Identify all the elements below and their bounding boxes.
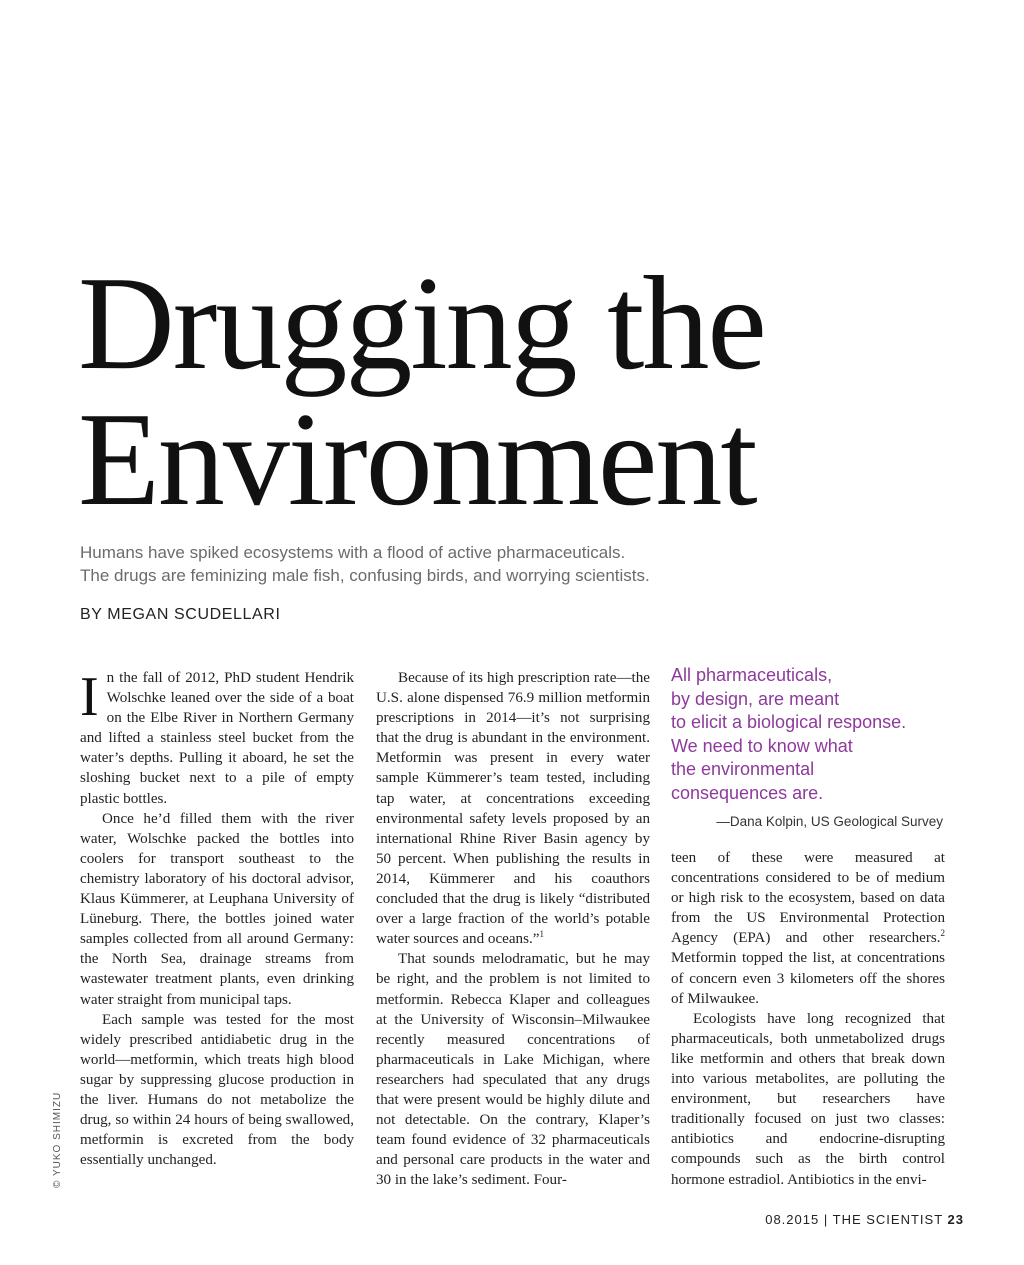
byline: BY MEGAN SCUDELLARI: [80, 606, 281, 623]
body-column-2: [376, 668, 650, 1190]
page-number: 23: [947, 1212, 964, 1227]
body-column-1: [80, 668, 354, 1170]
article-deck: [80, 541, 840, 587]
title-line-2: Environment: [78, 385, 756, 533]
paragraph: Ecologists have long recognized that pharmaceuticals, both unmetabolized drugs like metformin and others that break down into various metabolites, are polluting the environment, but researchers have traditionally focused on just two classes: antibiotics and endocrine-disrupting compounds such as the birth control hormone estradiol. Antibiotics in the envi-: [671, 1010, 945, 1188]
pull-quote-line: to elicit a biological response.: [671, 712, 907, 732]
pull-quote-line: All pharmaceuticals,: [671, 665, 833, 685]
page-folio: [765, 1212, 964, 1227]
paragraph: [671, 848, 945, 1009]
paragraph: Each sample was tested for the most widely prescribed antidiabetic drug in the world—metformin, which treats high blood sugar by suppressing glucose production in the liver. Humans do not metabolize the drug, so within 24 hours of being swallowed, metformin is excreted from the body essentially unchanged.: [80, 1011, 354, 1169]
illustration-credit: © YUKO SHIMIZU: [52, 1091, 63, 1188]
title-line-1: Drugging the: [78, 249, 765, 397]
article-title: [78, 249, 978, 533]
pull-quote-line: by design, are meant: [671, 688, 840, 709]
reference-marker: 1: [539, 929, 544, 940]
pull-quote-attribution: —Dana Kolpin, US Geological Survey: [716, 814, 943, 829]
pull-quote: [671, 664, 961, 805]
pull-quote-line: the environmental: [671, 759, 815, 779]
paragraph-text: Because of its high prescription rate—the U.S. alone dispensed 76.9 million metformin prescriptions in 2014—it’s not surprising that the drug is abundant in the environment. Metformin was present in every water sample Kümmerer’s team tested, including tap water, at concentrations exceeding environmental safety levels proposed by an international Rhine River Basin agency by 50 percent. When publishing the results in 2014, Kümmerer and his coauthors concluded that the drug is likely “distributed over a large fraction of the world’s potable water sources and oceans.”: [376, 670, 650, 948]
pull-quote-line: We need to know what: [671, 735, 853, 756]
pull-quote-line: consequences are.: [671, 782, 824, 803]
drop-cap: I: [80, 666, 99, 728]
paragraph-text: teen of these were measured at concentrations considered to be of medium or high risk to the ecosystem, based on data from the US Environmental Protection Agency (EPA) and other researchers.: [671, 850, 945, 947]
reference-marker: 2: [940, 928, 945, 939]
deck-line-1: Humans have spiked ecosystems with a flood of active pharmaceuticals.: [80, 543, 626, 562]
paragraph-text: Metformin topped the list, at concentrations of concern even 3 kilometers off the shores of Milwaukee.: [671, 950, 945, 1007]
paragraph: Once he’d filled them with the river water, Wolschke packed the bottles into coolers for transport southeast to the chemistry laboratory of his doctoral advisor, Klaus Kümmerer, at Leuphana University of Lüneburg. There, the bottles joined water samples collected from all around Germany: the North Sea, drainage streams from wastewater treatment plants, even drinking water straight from municipal taps.: [80, 810, 354, 1008]
publication-name: THE SCIENTIST: [832, 1212, 943, 1227]
folio-separator: |: [823, 1212, 829, 1227]
deck-line-2: The drugs are feminizing male fish, confusing birds, and worrying scientists.: [80, 566, 650, 585]
body-column-3: [671, 848, 945, 1190]
paragraph: That sounds melodramatic, but he may be right, and the problem is not limited to metformin. Rebecca Klaper and colleagues at the University of Wisconsin–Milwaukee recently measured concentrations of pharmaceuticals in Lake Michigan, where researchers had speculated that any drugs that were present would be highly dilute and not detectable. On the contrary, Klaper’s team found evidence of 32 pharmaceuticals and personal care products in the water and 30 in the lake’s sediment. Four-: [376, 951, 650, 1189]
paragraph-text: n the fall of 2012, PhD student Hendrik Wolschke leaned over the side of a boat on the Elbe River in Northern Germany and lifted a stainless steel bucket from the water’s depths. Pulling it aboard, he set the sloshing bucket next to a pile of empty plastic bottles.: [80, 670, 354, 807]
paragraph: [376, 668, 650, 949]
issue-date: 08.2015: [765, 1212, 820, 1227]
paragraph: [80, 668, 354, 809]
